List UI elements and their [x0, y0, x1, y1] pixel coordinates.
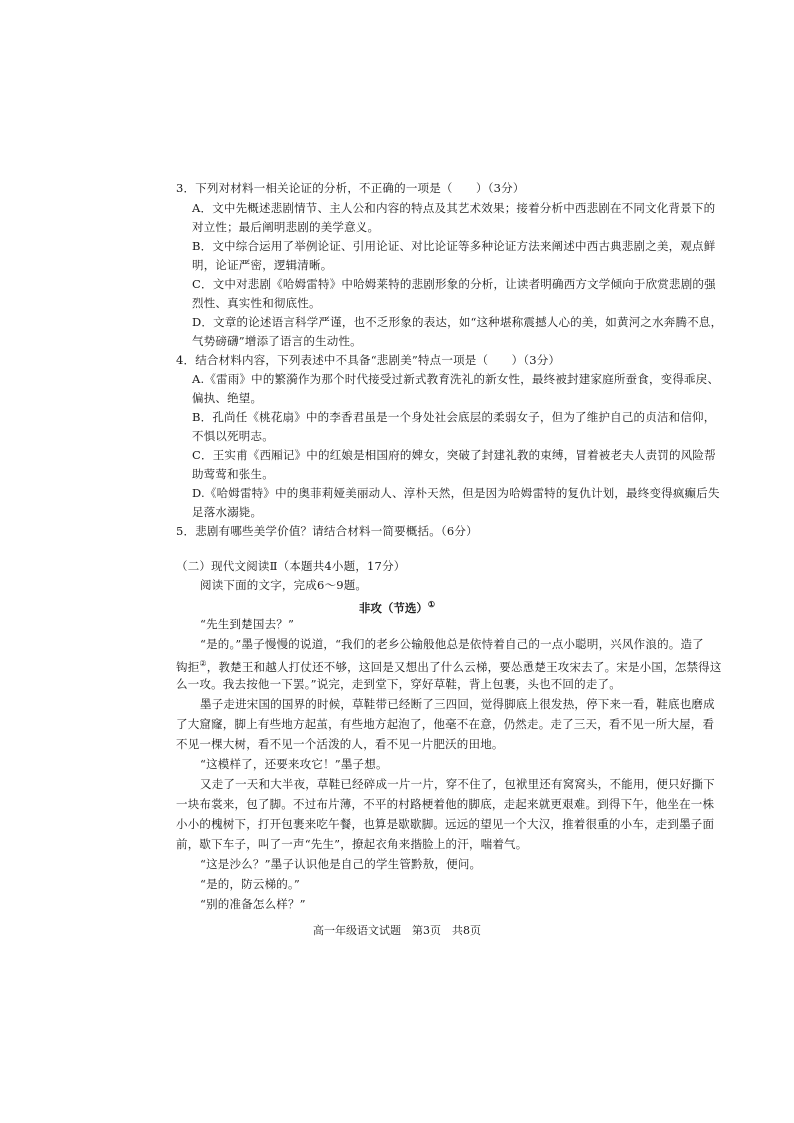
q3-option-d-line1: D．文章的论述语言科学严谨，也不乏形象的表达，如“这种堪称震撼人心的美，如黄河之水奔腾不息，: [192, 315, 723, 329]
passage-text: ，教楚王和越人打仗还不够，这回是又想出了什么云梯，要怂恿楚王攻宋去了。宋是小国，怎禁得这: [206, 659, 722, 674]
passage-paragraph-5-line1: 又走了一天和大半夜，草鞋已经碎成一片一片，穿不住了，包袱里还有窝窝头，不能用，便只好撕下: [200, 777, 715, 791]
passage-paragraph-2-line3: 么一攻。我去按他一下罢。”说完，走到堂下，穿好草鞋，背上包裹，头也不回的走了。: [176, 677, 621, 691]
passage-title-footnote-mark: ①: [427, 599, 436, 609]
passage-paragraph-7: “是的，防云梯的。”: [200, 877, 301, 891]
question-4-stem: 4．结合材料内容，下列表述中不具备“悲剧美”特点一项是（ ）（3分）: [176, 353, 561, 367]
passage-paragraph-2-line1: “是的。”墨子慢慢的说道，“我们的老乡公输般他总是依恃着自己的一点小聪明，兴风作浪的。造了: [200, 637, 704, 651]
q3-option-c-line1: C．文中对悲剧《哈姆雷特》中哈姆莱特的悲剧形象的分析，让读者明确西方文学倾向于欣赏悲剧的强: [192, 277, 716, 291]
q4-option-c-line2: 助莺莺和张生。: [192, 467, 274, 481]
page-footer: 高一年级语文试题 第3页 共8页: [313, 924, 481, 937]
q3-option-a-line2: 对立性；最后阐明悲剧的美学意义。: [192, 220, 380, 234]
q3-option-c-line2: 烈性、真实性和彻底性。: [192, 296, 321, 310]
q4-option-a-line2: 偏执、绝望。: [192, 391, 263, 405]
passage-paragraph-5-line2: 一块布裳来，包了脚。不过布片薄，不平的村路梗着他的脚底，走起来就更艰难。到得下午，他坐在一株: [176, 797, 715, 811]
q4-option-b-line2: 不惧以死明志。: [192, 429, 274, 443]
passage-paragraph-3-line3: 不见一棵大树，看不见一个活泼的人，看不见一片肥沃的田地。: [176, 737, 504, 751]
passage-title: [0, 596, 794, 616]
q3-option-a-line1: A．文中先概述悲剧情节、主人公和内容的特点及其艺术效果；接着分析中西悲剧在不同文化背景下的: [192, 201, 716, 215]
passage-paragraph-3-line1: 墨子走进宋国的国界的时候，草鞋带已经断了三四回，觉得脚底上很发热，停下来一看，鞋底也磨成: [200, 697, 715, 711]
passage-paragraph-8: “别的准备怎么样？”: [200, 897, 306, 911]
q4-option-a-line1: A.《雷雨》中的繁漪作为那个时代接受过新式教育洗礼的新女性，最终被封建家庭所蚕食，变得乖戾、: [192, 372, 720, 386]
question-5-stem: 5．悲剧有哪些美学价值？请结合材料一简要概括。（6分）: [176, 524, 478, 538]
passage-text: 钩拒: [176, 659, 200, 674]
q4-option-c-line1: C．王实甫《西厢记》中的红娘是相国府的婢女，突破了封建礼教的束缚，冒着被老夫人责罚的风险帮: [192, 448, 716, 462]
q3-option-d-line2: 气势磅礴”增添了语言的生动性。: [192, 334, 362, 348]
passage-paragraph-4: “这模样了，还要来攻它！”墨子想。: [200, 757, 388, 771]
passage-paragraph-2-line2: [176, 656, 722, 675]
q3-option-b-line1: B．文中综合运用了举例论证、引用论证、对比论证等多种论证方法来阐述中西古典悲剧之美，观点鲜: [192, 239, 716, 253]
passage-paragraph-6: “这是沙么？”墨子认识他是自己的学生管黔敖，便问。: [200, 857, 482, 871]
passage-title-text: 非攻（节选）: [358, 600, 428, 615]
passage-paragraph-5-line4: 前，歇下车子，叫了一声“先生”，撩起衣角来揩脸上的汗，喘着气。: [176, 837, 528, 851]
passage-paragraph-3-line2: 了大窟窿，脚上有些地方起茧，有些地方起泡了，他毫不在意，仍然走。走了三天，看不见一所大屋，看: [176, 717, 715, 731]
section-heading: （二）现代文阅读Ⅱ（本题共4小题，17分）: [176, 559, 406, 573]
question-3-stem: 3．下列对材料一相关论证的分析，不正确的一项是（ ）（3分）: [176, 181, 525, 195]
passage-paragraph-1: “先生到楚国去？”: [200, 617, 295, 631]
section-instruction: 阅读下面的文字，完成6～9题。: [200, 578, 368, 592]
q4-option-b-line1: B．孔尚任《桃花扇》中的李香君虽是一个身处社会底层的柔弱女子，但为了维护自己的贞洁和信仰，: [192, 410, 716, 424]
q3-option-b-line2: 明，论证严密，逻辑清晰。: [192, 258, 333, 272]
footnote-mark: ②: [199, 659, 207, 668]
q4-option-d-line1: D.《哈姆雷特》中的奥菲莉娅美丽动人、淳朴天然，但是因为哈姆雷特的复仇计划，最终变得疯癫后失: [192, 486, 720, 500]
passage-paragraph-5-line3: 小小的槐树下，打开包裹来吃午餐，也算是歇歇脚。远远的望见一个大汉，推着很重的小车，走到墨子面: [176, 817, 715, 831]
q4-option-d-line2: 足落水溺毙。: [192, 505, 263, 519]
